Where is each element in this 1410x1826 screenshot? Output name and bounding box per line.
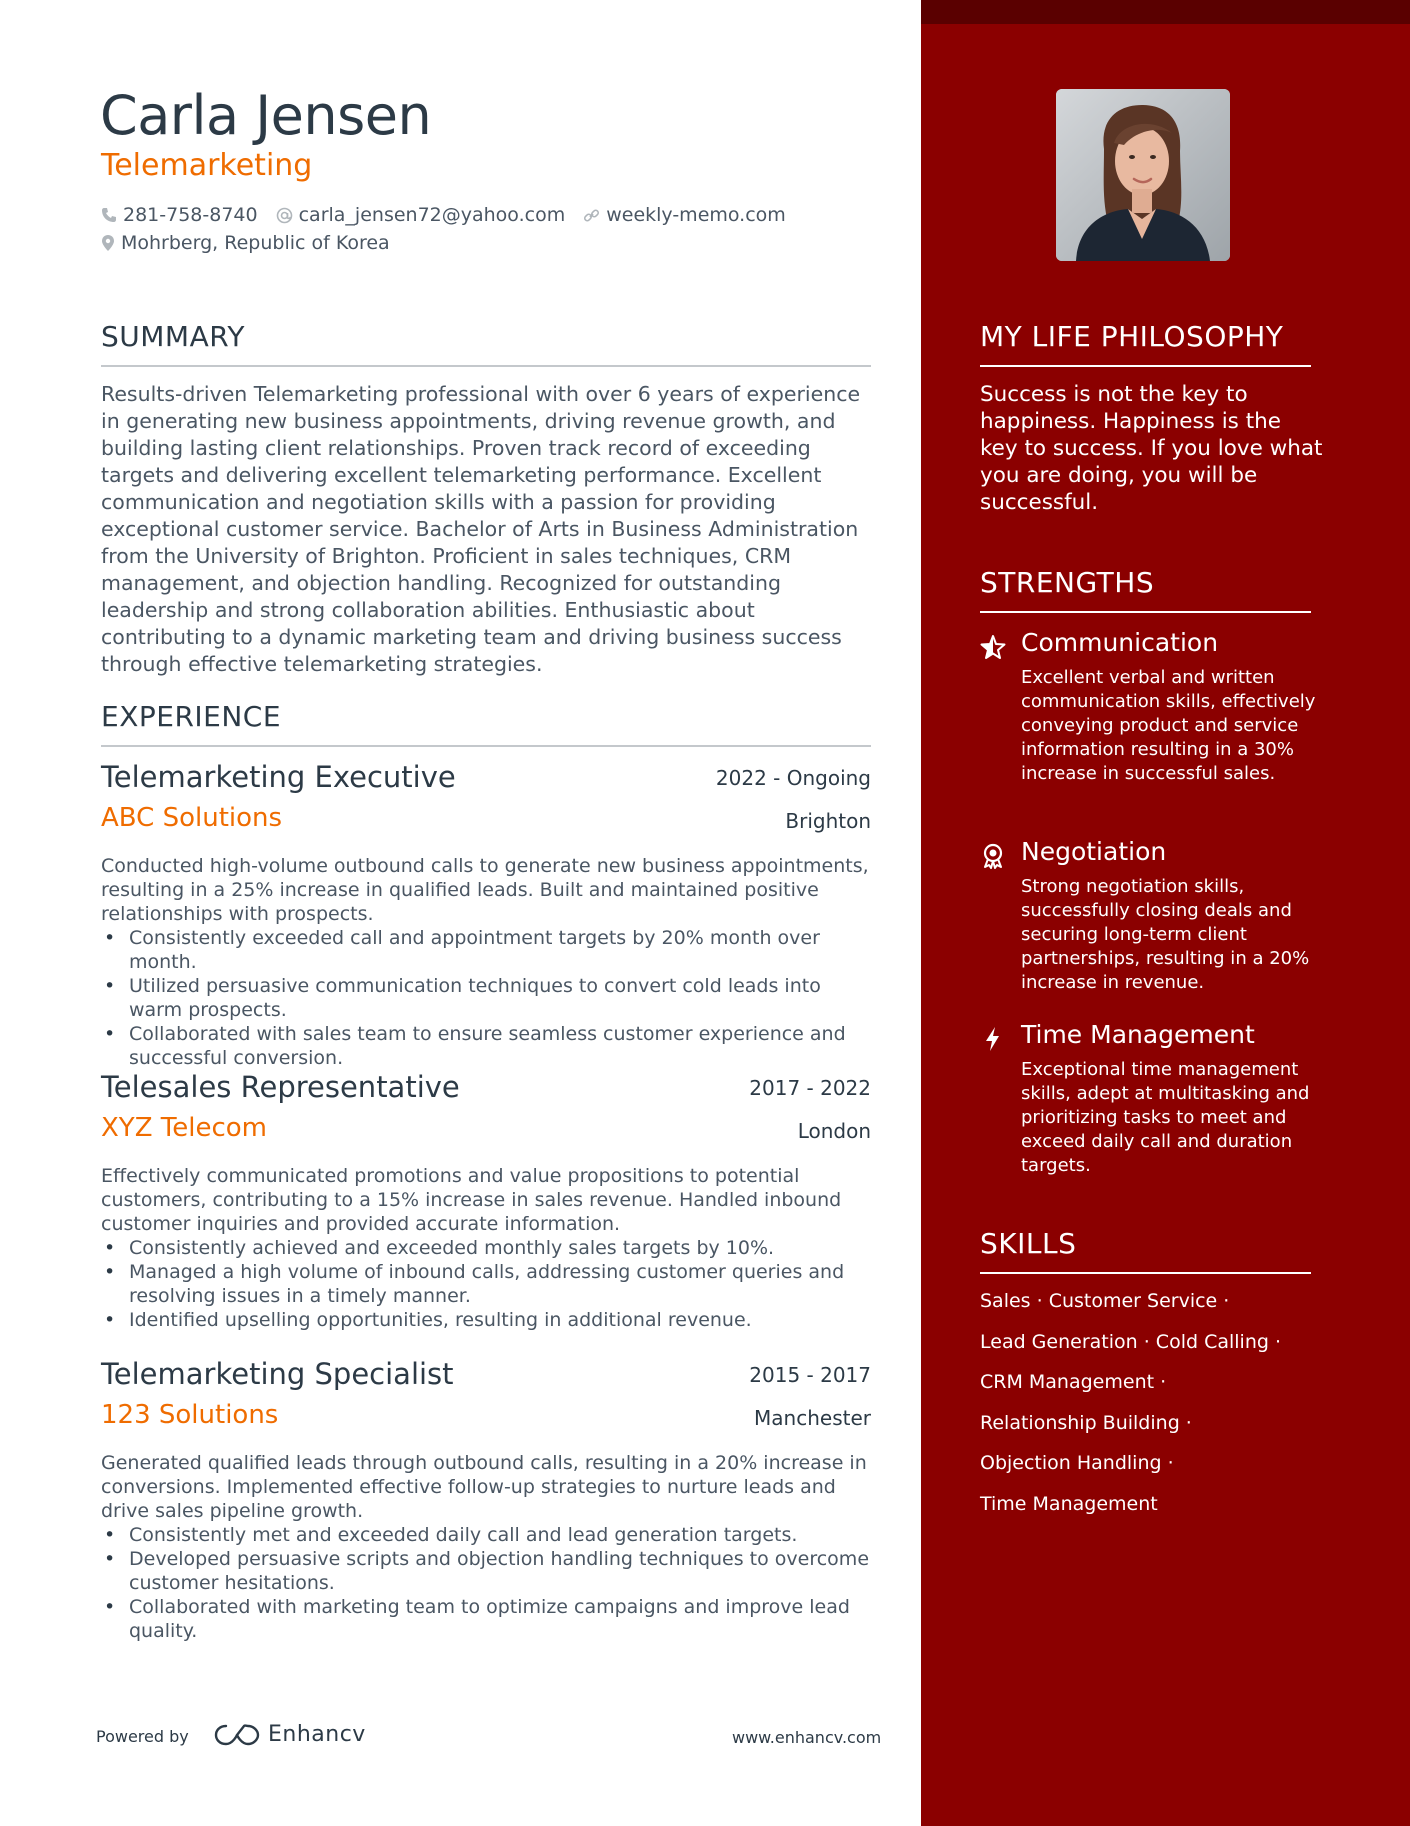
resume-sidebar — [921, 0, 1410, 1826]
phone-icon — [101, 207, 117, 223]
at-icon — [276, 207, 293, 224]
enhancv-infinity-icon — [214, 1723, 260, 1747]
strength-title: Communication — [1021, 628, 1219, 657]
location-row — [101, 232, 408, 254]
philosophy-heading: MY LIFE PHILOSOPHY — [980, 320, 1284, 353]
contact-row — [101, 204, 804, 226]
skill-line: Objection Handling · — [980, 1452, 1174, 1474]
job-title: Telesales Representative — [101, 1070, 460, 1104]
job-bullet: • Utilized persuasive communication techniques to convert cold leads into warm prospects. — [101, 974, 871, 1022]
summary-divider — [101, 365, 871, 367]
job-bullet-list — [101, 1236, 871, 1332]
skills-divider — [980, 1272, 1311, 1274]
strength-description: Excellent verbal and written communication skills, effectively conveying product and service information resulting in a 30% increase in successful sales. — [1021, 667, 1316, 784]
link-icon — [583, 207, 600, 224]
location-text: Mohrberg, Republic of Korea — [121, 232, 390, 254]
philosophy-text: Success is not the key to happiness. Happiness is the key to success. If you love what you are doing, you will be successful. — [980, 382, 1323, 515]
candidate-role: Telemarketing — [101, 148, 313, 183]
website-text: weekly-memo.com — [606, 204, 786, 226]
profile-photo — [1056, 89, 1230, 261]
job-location: London — [797, 1119, 871, 1143]
powered-by-label: Powered by — [96, 1727, 189, 1746]
job-description: Effectively communicated promotions and value propositions to potential customers, contributing to a 15% increase in sales revenue. Handled inbound customer inquiries and provided accurate information. — [101, 1165, 842, 1235]
contact-website[interactable] — [583, 204, 786, 226]
lightning-icon — [980, 1026, 1006, 1052]
job-dates: 2022 - Ongoing — [715, 766, 871, 790]
job-dates: 2017 - 2022 — [749, 1076, 871, 1100]
job-dates: 2015 - 2017 — [749, 1363, 871, 1387]
job-bullet: • Managed a high volume of inbound calls, addressing customer queries and resolving issues in a timely manner. — [101, 1260, 871, 1308]
star-half-icon — [980, 634, 1006, 660]
job-bullet: • Consistently met and exceeded daily call and lead generation targets. — [101, 1523, 871, 1547]
job-bullet: • Collaborated with marketing team to optimize campaigns and improve lead quality. — [101, 1595, 871, 1643]
job-bullet: • Consistently achieved and exceeded monthly sales targets by 10%. — [101, 1236, 871, 1260]
candidate-name: Carla Jensen — [100, 84, 432, 147]
experience-heading: EXPERIENCE — [101, 700, 282, 733]
contact-email[interactable] — [276, 204, 566, 226]
job-description: Conducted high-volume outbound calls to generate new business appointments, resulting in a 25% increase in qualified leads. Built and maintained positive relationships with prospects. — [101, 855, 869, 925]
location-pin-icon — [101, 234, 115, 252]
strengths-heading: STRENGTHS — [980, 566, 1155, 599]
job-description: Generated qualified leads through outbound calls, resulting in a 20% increase in conversions. Implemented effective follow-up strategies to nurture leads and drive sales pipeline growth. — [101, 1452, 867, 1522]
experience-divider — [101, 745, 871, 747]
footer-url[interactable]: www.enhancv.com — [732, 1728, 882, 1747]
strength-description: Strong negotiation skills, successfully closing deals and securing long-term client partnerships, resulting in a 20% increase in revenue. — [1021, 876, 1310, 993]
job-company: 123 Solutions — [101, 1400, 279, 1430]
skill-line: CRM Management · — [980, 1371, 1167, 1393]
award-icon — [980, 843, 1006, 869]
sidebar-top-bar — [921, 0, 1410, 24]
skill-line: Relationship Building · — [980, 1412, 1192, 1434]
enhancv-logo[interactable] — [214, 1722, 366, 1747]
summary-text: Results-driven Telemarketing professional with over 6 years of experience in generating new business appointments, driving revenue growth, and building lasting client relationships. Proven track record of exceeding targets and delivering excellent telemarketing performance. Excellent communication and negotiation skills with a passion for providing exceptional customer service. Bachelor of Arts in Business Administration from the University of Brighton. Proficient in sales techniques, CRM management, and objection handling. Recognized for outstanding leadership and strong collaboration abilities. Enthusiastic about contributing to a dynamic marketing team and driving business success through effective telemarketing strategies. — [101, 382, 861, 676]
strength-description: Exceptional time management skills, adept at multitasking and prioritizing tasks to meet and exceed daily call and duration targets. — [1021, 1059, 1310, 1176]
skill-line: Lead Generation · Cold Calling · — [980, 1331, 1281, 1353]
job-bullet: • Identified upselling opportunities, resulting in additional revenue. — [101, 1308, 871, 1332]
job-title: Telemarketing Executive — [101, 760, 456, 794]
philosophy-divider — [980, 365, 1311, 367]
email-text: carla_jensen72@yahoo.com — [298, 204, 566, 226]
job-bullet: • Consistently exceeded call and appointment targets by 20% month over month. — [101, 926, 871, 974]
contact-phone — [101, 204, 258, 226]
job-company: XYZ Telecom — [101, 1113, 267, 1143]
strengths-divider — [980, 611, 1311, 613]
job-title: Telemarketing Specialist — [101, 1357, 454, 1391]
enhancv-brand-text: Enhancv — [268, 1722, 366, 1747]
contact-location — [101, 232, 390, 254]
phone-text: 281-758-8740 — [123, 204, 258, 226]
summary-heading: SUMMARY — [101, 320, 246, 353]
job-bullet-list — [101, 1523, 871, 1643]
job-bullet-list — [101, 926, 871, 1070]
skill-line: Time Management — [980, 1493, 1158, 1515]
job-bullet: • Developed persuasive scripts and objection handling techniques to overcome customer hesitations. — [101, 1547, 871, 1595]
portrait-image — [1056, 89, 1230, 261]
job-bullet: • Collaborated with sales team to ensure seamless customer experience and successful conversion. — [101, 1022, 871, 1070]
strength-title: Time Management — [1021, 1020, 1255, 1049]
job-location: Brighton — [785, 809, 871, 833]
strength-title: Negotiation — [1021, 837, 1167, 866]
job-location: Manchester — [754, 1406, 871, 1430]
skills-heading: SKILLS — [980, 1227, 1077, 1260]
skill-line: Sales · Customer Service · — [980, 1290, 1230, 1312]
job-company: ABC Solutions — [101, 803, 283, 833]
